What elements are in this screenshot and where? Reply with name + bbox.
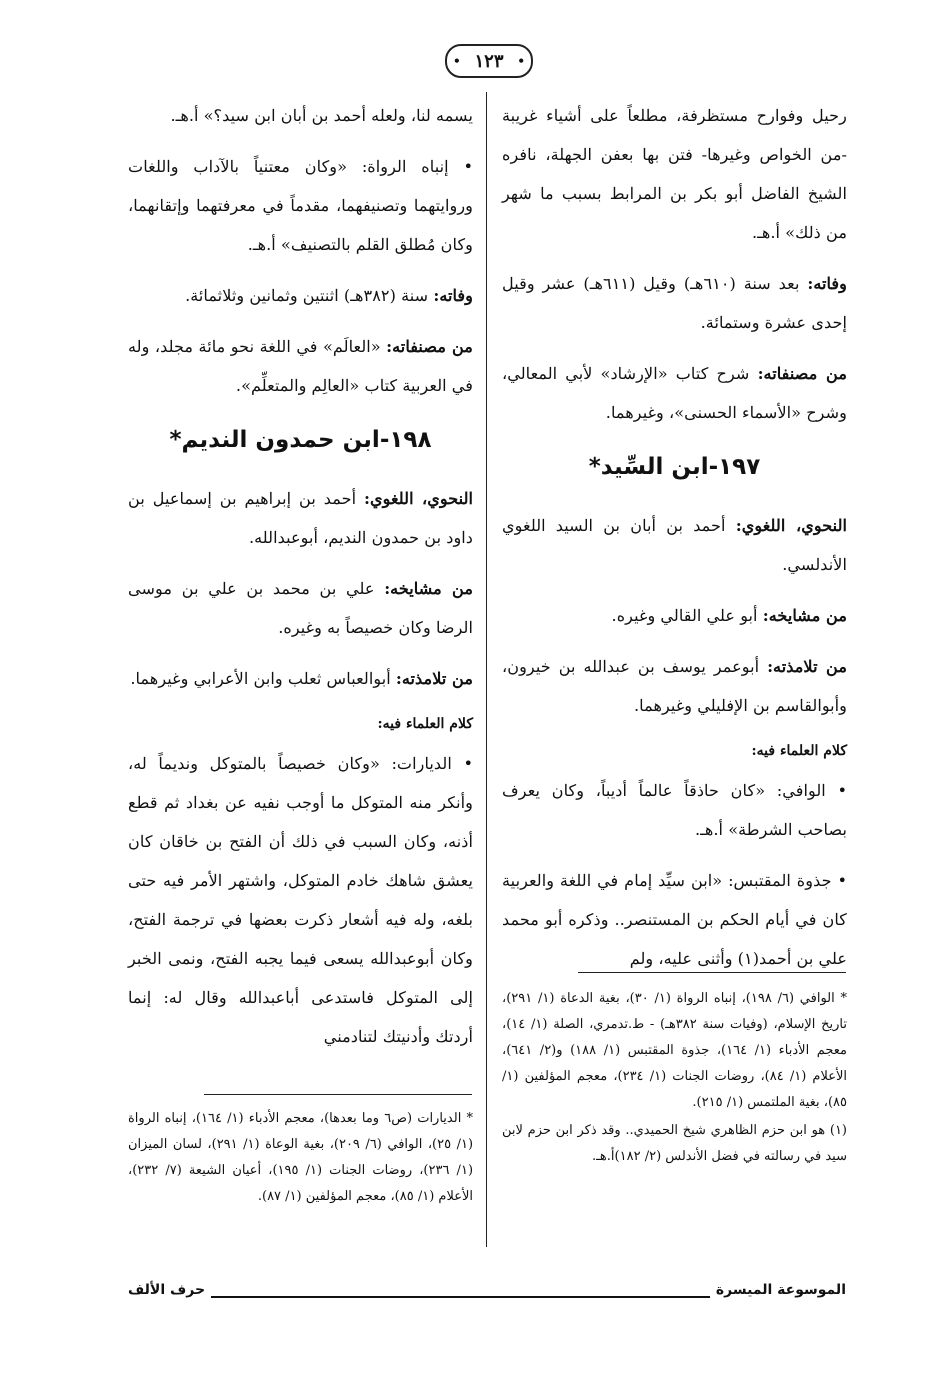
death-paragraph: وفاته: بعد سنة (٦١٠هـ) وقيل (٦١١هـ) عشر وقيل إحدى عشرة وستمائة. xyxy=(502,274,847,332)
quote-paragraph: • الوافي: «كان حاذقاً عالماً أديباً، وكان يعرف بصاحب الشرطة» أ.هـ. xyxy=(502,781,847,839)
footnote-rule xyxy=(204,1094,472,1095)
footnote: (١) هو ابن حزم الظاهري شيخ الحميدي.. وقد ذكر ابن حزم لابن سيد في رسالته في فضل الأندلس (٢/ ١٨٢)أ.هـ. xyxy=(502,1123,847,1164)
paragraph: رحيل وفوارح مستظرفة، مطلعاً على أشياء غريبة -من الخواص وغيرها- فتن بها بعفن الجهلة، نافره الشيخ الفاضل أبو بكر بن المرابط بسبب ما شهر من ذلك» أ.هـ. xyxy=(502,106,847,242)
shuyukh-paragraph: من مشايخه: أبو علي القالي وغيره. xyxy=(611,606,847,625)
page-footer xyxy=(128,1278,846,1302)
section-name: حرف الألف xyxy=(128,1282,206,1298)
talamidh-paragraph: من تلامذته: أبوعمر يوسف بن عبدالله بن خيرون، وأبوالقاسم بن الإفليلي وغيرهما. xyxy=(502,657,847,715)
label: من تلامذته: xyxy=(767,657,847,676)
nahwi-paragraph: النحوي، اللغوي: أحمد بن أبان بن السيد اللغوي الأندلسي. xyxy=(502,516,848,574)
left-column xyxy=(128,96,473,1068)
quote-paragraph: • إنباه الرواة: «وكان معتنياً بالآداب واللغات وروايتهما وتصنيفهما، مقدماً في معرفتهما وإتقانهما، وكان مُطلق القلم بالتصنيف» أ.هـ. xyxy=(128,157,473,254)
talamidh-paragraph: من تلامذته: أبوالعباس ثعلب وابن الأعرابي وغيرهما. xyxy=(130,669,473,688)
right-column xyxy=(502,96,847,990)
label: من مشايخه: xyxy=(762,606,847,625)
kalam-heading: كلام العلماء فيه: xyxy=(377,716,473,732)
works-paragraph: من مصنفاته: شرح كتاب «الإرشاد» لأبي المعالي، وشرح «الأسماء الحسنى»، وغيرهما. xyxy=(502,364,847,422)
label: من تلامذته: xyxy=(395,669,473,688)
label: من مصنفاته: xyxy=(757,364,847,383)
label: وفاته: xyxy=(433,286,473,305)
label: وفاته: xyxy=(807,274,847,293)
page-number: • ١٢٣ • xyxy=(445,44,533,78)
works-paragraph: من مصنفاته: «العالَم» في اللغة نحو مائة مجلد، وله في العربية كتاب «العالِم والمتعلِّم». xyxy=(128,337,473,395)
entry-title: ١٩٧-ابن السِّيد* xyxy=(588,454,761,480)
nahwi-paragraph: النحوي، اللغوي: أحمد بن إبراهيم بن إسماعيل بن داود بن حمدون النديم، أبوعبدالله. xyxy=(128,489,473,547)
label: النحوي، اللغوي: xyxy=(363,489,473,508)
footer-rule xyxy=(211,1296,710,1298)
footnotes-left xyxy=(128,1106,473,1212)
quote-paragraph: • الديارات: «وكان خصيصاً بالمتوكل ونديماً له، وأنكر منه المتوكل ما أوجب نفيه عن بغداد ثم قطع أذنه، وكان السبب في ذلك أن الفتح بن خاقان كان يعشق شاهك خادم المتوكل، واشتهر الأمر فيه حتى بلغه، وله فيه أشعار ذكرت بعضها في ترجمة الفتح، وكان أبوعبدالله يسعى فيما يجبه الفتح، ونمى الخبر إلى المتوكل فاستدعى أباعبدالله وقال له: إنما أردتك وأدنيتك لتنادمني xyxy=(128,754,473,1046)
footnote: * الديارات (ص٦ وما بعدها)، معجم الأدباء (١/ ١٦٤)، إنباه الرواة (١/ ٢٥)، الوافي (٦/ ٢٠٩)، بغية الوعاة (١/ ٢٩١)، لسان الميزان (١/ ٢٣٦)، روضات الجنات (١/ ١٩٥)، أعيان الشيعة (٧/ ٢٣٢)، الأعلام (١/ ٨٥)، معجم المؤلفين (١/ ٨٧). xyxy=(128,1111,474,1204)
entry-title: ١٩٨-ابن حمدون النديم* xyxy=(169,427,432,453)
footnote-rule xyxy=(578,972,846,973)
label: النحوي، اللغوي: xyxy=(735,516,848,535)
book-title: الموسوعة الميسرة xyxy=(715,1282,846,1298)
paragraph: يسمه لنا، ولعله أحمد بن أبان ابن سيد؟» أ.هـ. xyxy=(170,106,473,125)
shuyukh-paragraph: من مشايخه: علي بن محمد بن علي بن موسى الرضا وكان خصيصاً به وغيره. xyxy=(128,579,473,637)
quote-paragraph: • جذوة المقتبس: «ابن سيِّد إمام في اللغة والعربية كان في أيام الحكم بن المستنصر.. وذكره أبو محمد علي بن أحمد(١) وأثنى عليه، ولم xyxy=(502,871,847,968)
column-divider xyxy=(486,92,487,1247)
footnotes-right xyxy=(502,986,847,1172)
label: من مصنفاته: xyxy=(386,337,473,356)
label: من مشايخه: xyxy=(384,579,473,598)
death-paragraph: وفاته: سنة (٣٨٢هـ) اثنتين وثمانين وثلاثمائة. xyxy=(185,286,473,305)
kalam-heading: كلام العلماء فيه: xyxy=(751,743,847,759)
footnote: * الوافي (٦/ ١٩٨)، إنباه الرواة (١/ ٣٠)، بغية الدعاة (١/ ٢٩١)، تاريخ الإسلام، (وفيات سنة ٣٨٢هـ) - ط.تدمري، الصلة (١/ ١٤)، معجم الأدباء (١/ ١٦٤)، جذوة المقتبس (١/ ١٨٨) و(٢/ ٦٤١)، الأعلام (١/ ٨٤)، روضات الجنات (١/ ٢٣٤)، معجم المؤلفين (١/ ٨٥)، بغية الملتمس (١/ ٢١٥). xyxy=(502,991,848,1110)
